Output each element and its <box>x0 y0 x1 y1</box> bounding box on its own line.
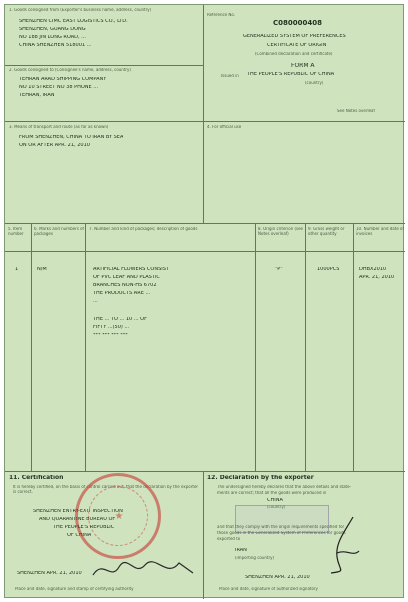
exporter-line-4: CHINA SHENZHEN 518001 ... <box>19 43 92 48</box>
column-invoice: 10. Number and date of invoices <box>356 227 404 236</box>
column-item-number: 5. Item number <box>8 227 24 236</box>
box1-label: 1. Goods consigned from (Exporter's business name, address, country) <box>9 8 152 12</box>
divider-col-8 <box>305 223 306 471</box>
declaration-place-date: SHENZHEN APR. 21, 2010 <box>245 575 310 580</box>
exporter-line-1: SHENZHEN CIMC EAST LOGISTICS CO., LTD. <box>19 19 128 24</box>
box12-label: 12. Declaration by the exporter <box>207 475 314 481</box>
goods-description-line-8: FIFTY ...(50) ... <box>93 325 130 330</box>
divider-col-9 <box>353 223 354 471</box>
goods-description-line-4: THE PRODUCTS ARE ... <box>93 291 151 296</box>
goods-item-number: 1 <box>15 267 19 272</box>
issuing-country: THE PEOPLE'S REPUBLIC OF CHINA <box>247 72 335 77</box>
divider-goods-header <box>5 251 405 252</box>
goods-description-line-5: ... <box>93 299 98 304</box>
column-gross-weight: 9. Gross weight or other quantity <box>308 227 345 236</box>
box2-label: 2. Goods consigned to (Consignee's name, address, country) <box>9 68 131 72</box>
declaration-line-6: those goods in the Generalized System of Preferences for goods <box>217 531 346 535</box>
declaration-importing-note: (importing country) <box>235 556 275 560</box>
authority-line-1: SHENZHEN ENTRY-EXIT INSPECTION <box>33 509 123 514</box>
certificate-subtitle: (Combined declaration and certificate) <box>255 52 333 56</box>
goods-description-line-2: OF PVC LEAF AND PLASTIC <box>93 275 160 280</box>
divider-col-6 <box>85 223 86 471</box>
goods-description-line-1: ARTIFICIAL FLOWERS CONSIST <box>93 267 169 272</box>
divider-col-7 <box>255 223 256 471</box>
divider-box1-box2 <box>5 65 203 66</box>
goods-description-line-3: BRANCHES NON-HS 6702 <box>93 283 157 288</box>
goods-description-line-9: *** *** *** *** <box>93 333 128 338</box>
authority-line-4: OF CHINA <box>67 533 92 538</box>
goods-invoice-date: APR. 21, 2010 <box>359 275 395 280</box>
box11-label: 11. Certification <box>9 475 64 481</box>
transport-line-1: FROM SHENZHEN, CHINA TO IRAN BY SEA <box>19 135 124 140</box>
divider-top-section <box>5 121 405 122</box>
certifier-signature <box>89 555 199 583</box>
column-marks: 6. Marks and numbers of packages <box>34 227 84 236</box>
exporter-signature <box>323 513 363 577</box>
column-description: 7. Number and kind of packages; description of goods <box>89 227 198 231</box>
goods-origin-criterion: "P" <box>275 267 283 272</box>
declaration-footer: Place and date, signature of authorized signatory <box>219 587 318 591</box>
declaration-exported-to: exported to <box>217 537 241 541</box>
declaration-line-5: and that they comply with the origin requirements specified for <box>217 525 345 529</box>
exporter-line-3: NO 188 JIN LONG ROAD, ... <box>19 35 86 40</box>
consignee-line-3: TEHRAN, IRAN <box>19 93 55 98</box>
goods-marks: N/M <box>37 267 47 272</box>
divider-col-5 <box>31 223 32 471</box>
certificate-sheet <box>4 4 404 598</box>
goods-invoice-number: DHBX2010 <box>359 267 387 272</box>
certificate-title-gsp: GENERALIZED SYSTEM OF PREFERENCES <box>243 34 346 39</box>
declaration-line-2: ments are correct; that all the goods were produced in <box>217 491 327 495</box>
official-stamp <box>75 473 161 559</box>
declaration-origin-country: CHINA <box>267 498 283 503</box>
box3-label: 3. Means of transport and route (as far as known) <box>9 125 109 129</box>
authority-line-2: AND QUARANTINE BUREAU OF <box>39 517 116 522</box>
declaration-importing-country: IRAN <box>235 548 247 553</box>
issued-in-label: Issued in <box>221 74 239 78</box>
stamp-star-icon: ★ <box>114 511 124 522</box>
divider-goods-bottom <box>5 471 405 472</box>
divider-box11-box12 <box>203 471 204 599</box>
consignee-line-2: NO 10 STREET NO 38 PHONE ... <box>19 85 99 90</box>
exporter-line-2: SHENZHEN, GUANG DONG <box>19 27 86 32</box>
certification-text: It is hereby certified, on the basis of control carried out, that the declaration by the exporter is correct. <box>13 485 199 494</box>
certification-footer: Place and date, signature and stamp of certifying authority <box>15 587 134 591</box>
goods-description-line-7: THE ... TO ... 10 ... OF <box>93 317 147 322</box>
reference-label: Reference No. <box>207 13 236 17</box>
goods-gross-weight: 1000PCS <box>317 267 340 272</box>
certification-place-date: SHENZHEN APR. 21, 2010 <box>17 571 82 576</box>
divider-goods-top <box>5 223 405 224</box>
authority-line-3: THE PEOPLE'S REPUBLIC <box>53 525 115 530</box>
reference-code: C080000408 <box>273 19 322 27</box>
divider-header-vertical <box>203 5 204 121</box>
transport-line-2: ON OR AFTER APR. 21, 2010 <box>19 143 90 148</box>
consignee-line-1: TEHRAN ARAD SHIPPING COMPANY <box>19 77 107 82</box>
form-label: FORM A <box>291 63 315 69</box>
certificate-title-origin: CERTIFICATE OF ORIGIN <box>267 43 327 48</box>
column-origin-criterion: 8. Origin criterion (see Notes overleaf) <box>258 227 304 236</box>
country-note: (country) <box>305 81 324 85</box>
declaration-country-note: (country) <box>267 505 286 509</box>
see-notes-label: See Notes overleaf <box>337 109 375 113</box>
divider-box3-box4 <box>203 121 204 223</box>
box4-label: 4. For official use <box>207 125 242 129</box>
declaration-line-1: The undersigned hereby declares that the above details and state- <box>217 485 352 489</box>
